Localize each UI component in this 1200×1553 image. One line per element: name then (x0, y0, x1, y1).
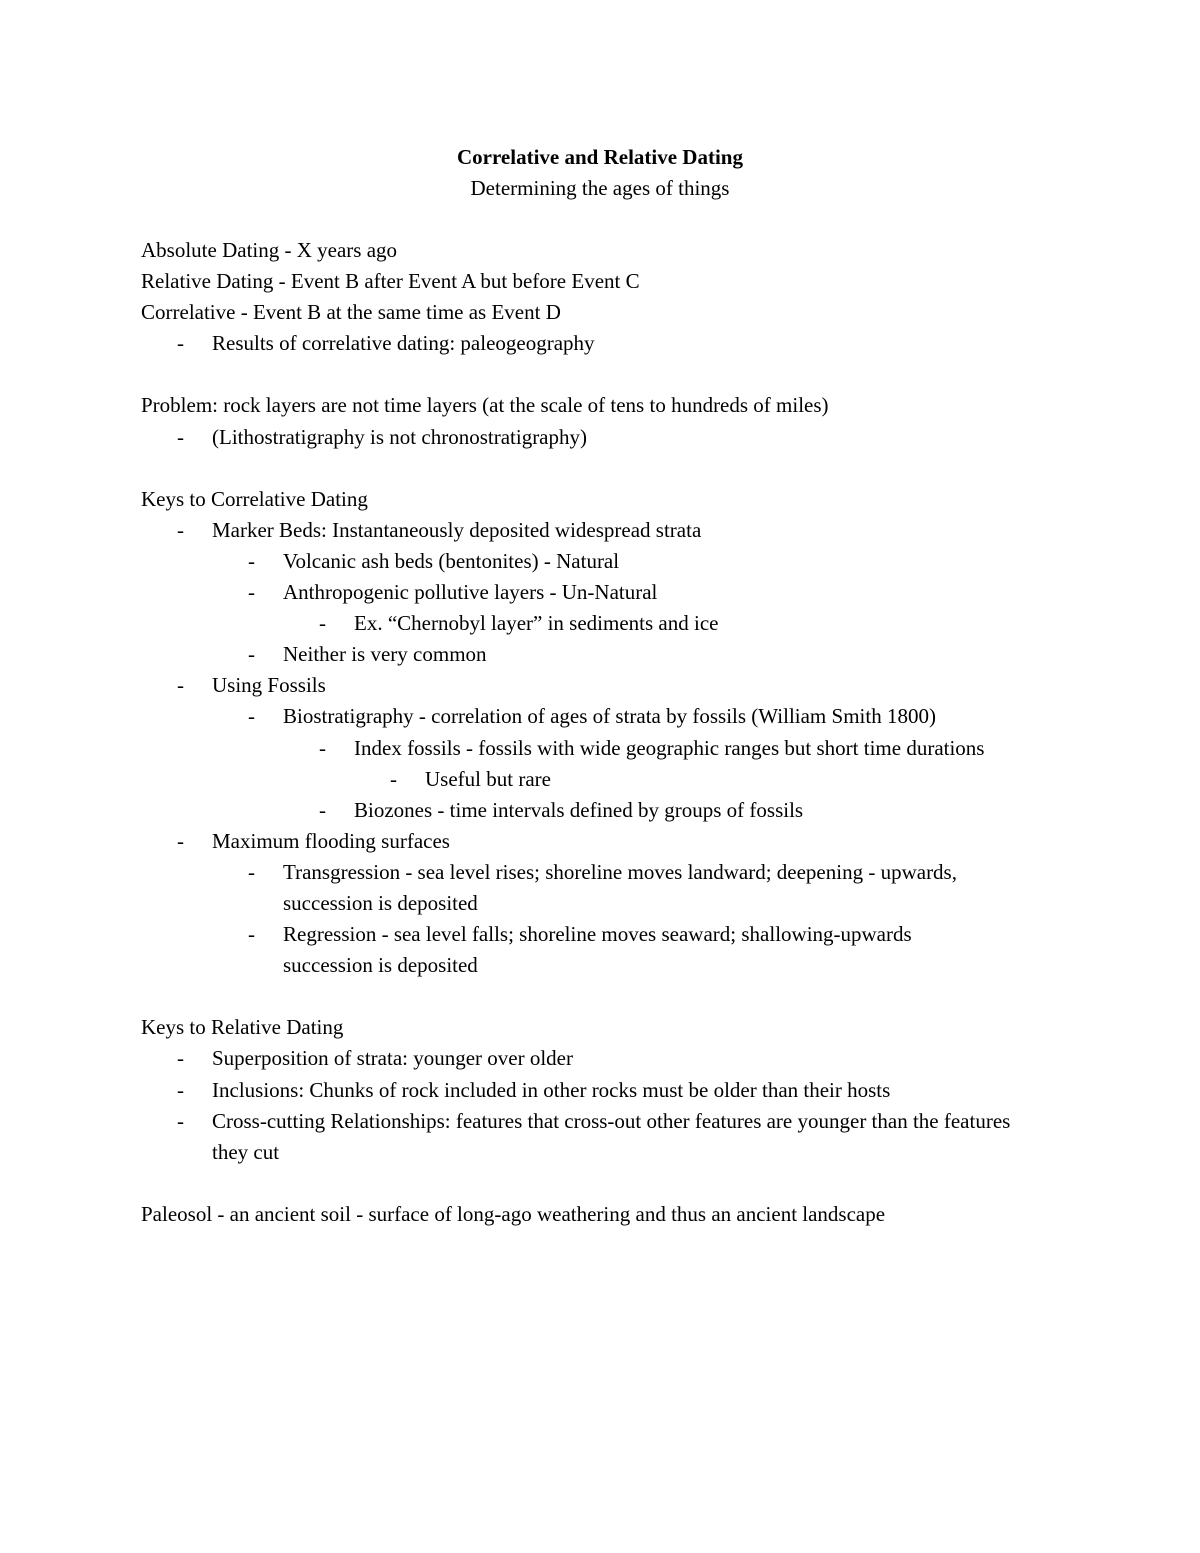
relative-dating-line: Relative Dating - Event B after Event A but before Event C (141, 269, 640, 294)
transgression: Transgression - sea level rises; shoreline moves landward; deepening - upwards, succession is deposited (283, 859, 957, 915)
correlative-result: Results of correlative dating: paleogeography (212, 331, 595, 356)
list-item (141, 328, 1061, 359)
correlative-line: Correlative - Event B at the same time as Event D (141, 300, 561, 325)
list-item (141, 670, 1061, 701)
document-title: Correlative and Relative Dating (457, 145, 743, 169)
document-body (141, 235, 1061, 1230)
bullet-dash: - (177, 424, 184, 449)
cross-cutting: Cross-cutting Relationships: features that cross-out other features are younger than the features they cut (212, 1108, 1011, 1164)
list-item (141, 826, 1061, 857)
volcanic-ash: Volcanic ash beds (bentonites) - Natural (283, 548, 620, 573)
list-item (212, 857, 1061, 919)
bullet-dash: - (177, 828, 184, 853)
list-item (283, 608, 1061, 639)
list-item (212, 701, 1061, 732)
anthropogenic-layers: Anthropogenic pollutive layers - Un-Natural (283, 580, 658, 605)
list-item (141, 1043, 1061, 1074)
problem-note: (Lithostratigraphy is not chronostratigraphy) (212, 424, 587, 449)
bullet-dash: - (177, 1077, 184, 1102)
biostratigraphy: Biostratigraphy - correlation of ages of strata by fossils (William Smith 1800) (283, 704, 936, 729)
list-item (212, 577, 1061, 608)
bullet-dash: - (319, 611, 326, 636)
regression: Regression - sea level falls; shoreline moves seaward; shallowing-upwards succession is deposited (283, 922, 912, 978)
bullet-dash: - (177, 331, 184, 356)
bullet-dash: - (248, 859, 255, 884)
list-item (141, 515, 1061, 546)
list-item (141, 422, 1061, 453)
problem-line: Problem: rock layers are not time layers (at the scale of tens to hundreds of miles) (141, 393, 829, 418)
list-item (212, 919, 1061, 981)
list-item (283, 795, 1061, 826)
absolute-dating-line: Absolute Dating - X years ago (141, 238, 398, 262)
bullet-dash: - (248, 642, 255, 667)
bullet-dash: - (177, 1046, 184, 1071)
using-fossils: Using Fossils (212, 673, 326, 698)
chernobyl-example: Ex. “Chernobyl layer” in sediments and ice (354, 611, 719, 636)
list-item (212, 639, 1061, 670)
bullet-dash: - (248, 580, 255, 605)
inclusions: Inclusions: Chunks of rock included in other rocks must be older than their hosts (212, 1077, 891, 1102)
list-item (283, 733, 1061, 764)
bullet-dash: - (248, 548, 255, 573)
biozones: Biozones - time intervals defined by groups of fossils (354, 797, 804, 822)
correlative-keys-heading: Keys to Correlative Dating (141, 486, 368, 511)
max-flooding: Maximum flooding surfaces (212, 828, 450, 853)
bullet-dash: - (319, 735, 326, 760)
bullet-dash: - (390, 766, 397, 791)
list-item (141, 1075, 1061, 1106)
document-subtitle: Determining the ages of things (470, 176, 730, 200)
index-fossils: Index fossils - fossils with wide geographic ranges but short time durations (354, 735, 985, 760)
bullet-dash: - (319, 797, 326, 822)
superposition: Superposition of strata: younger over older (212, 1046, 573, 1071)
bullet-dash: - (177, 517, 184, 542)
list-item (141, 1106, 1061, 1168)
bullet-dash: - (248, 704, 255, 729)
bullet-dash: - (177, 673, 184, 698)
marker-beds: Marker Beds: Instantaneously deposited widespread strata (212, 517, 702, 542)
relative-keys-heading: Keys to Relative Dating (141, 1015, 344, 1040)
bullet-dash: - (248, 922, 255, 947)
neither-common: Neither is very common (283, 642, 487, 667)
list-item (354, 764, 1061, 795)
list-item (212, 546, 1061, 577)
paleosol-line: Paleosol - an ancient soil - surface of long-ago weathering and thus an ancient landscape (141, 1201, 886, 1226)
bullet-dash: - (177, 1108, 184, 1133)
useful-but-rare: Useful but rare (425, 766, 551, 791)
